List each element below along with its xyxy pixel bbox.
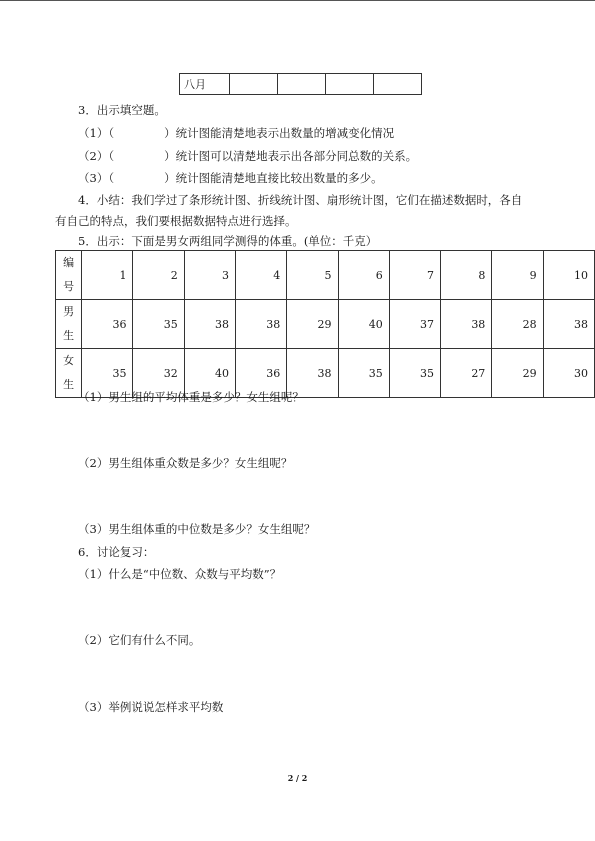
table-cell: 35 [82, 349, 133, 398]
fill-in-prefix: （2）（ [78, 149, 115, 163]
table-row [56, 251, 595, 300]
weight-table [55, 250, 595, 398]
table-cell: 6 [338, 251, 389, 300]
month-table-fragment [179, 73, 422, 95]
section3-title: 3．出示填空题。 [78, 103, 166, 117]
table-row [56, 300, 595, 349]
fill-in-suffix: ）统计图可以清楚地表示出各部分同总数的关系。 [164, 149, 418, 163]
section5-title: 5．出示：下面是男女两组同学测得的体重。(单位：千克） [78, 234, 378, 248]
table-cell: 32 [133, 349, 184, 398]
fill-in-prefix: （1）（ [78, 126, 115, 140]
table-cell: 35 [389, 349, 440, 398]
table-cell: 5 [287, 251, 338, 300]
table-cell: 30 [543, 349, 594, 398]
summary-line-2: 有自己的特点，我们要根据数据特点进行选择。 [55, 214, 297, 228]
table-row [180, 74, 422, 95]
table-cell: 36 [235, 349, 286, 398]
table-cell: 29 [287, 300, 338, 349]
question-mode: （2）男生组体重众数是多少？女生组呢？ [78, 456, 293, 470]
table-cell: 40 [338, 300, 389, 349]
month-label: 八月 [180, 74, 230, 95]
table-cell: 2 [133, 251, 184, 300]
table-cell: 40 [184, 349, 235, 398]
row-label-number: 编 号 [56, 251, 82, 300]
fill-in-item-3 [78, 171, 383, 185]
section6-title: 6．讨论复习： [78, 545, 155, 559]
table-cell [278, 74, 326, 95]
table-cell: 37 [389, 300, 440, 349]
table-cell: 38 [441, 300, 492, 349]
table-cell: 3 [184, 251, 235, 300]
table-cell: 35 [133, 300, 184, 349]
summary-line-1: 4．小结：我们学过了条形统计图、折线统计图、扇形统计图，它们在描述数据时，各自 [78, 193, 523, 207]
table-cell: 27 [441, 349, 492, 398]
table-cell: 1 [82, 251, 133, 300]
table-cell: 35 [338, 349, 389, 398]
fill-in-suffix: ）统计图能清楚地表示出数量的增减变化情况 [164, 126, 395, 140]
question-average: （1）男生组的平均体重是多少？女生组呢？ [78, 390, 304, 404]
fill-in-item-1 [78, 126, 394, 140]
row-label-boys: 男 生 [56, 300, 82, 349]
table-cell: 8 [441, 251, 492, 300]
fill-in-prefix: （3）（ [78, 171, 115, 185]
table-cell: 29 [492, 349, 543, 398]
fill-in-item-2 [78, 149, 417, 163]
table-cell [326, 74, 374, 95]
discussion-question-2: （2）它们有什么不同。 [78, 633, 201, 647]
table-cell: 38 [235, 300, 286, 349]
table-cell: 7 [389, 251, 440, 300]
table-cell: 38 [287, 349, 338, 398]
table-cell: 10 [543, 251, 594, 300]
table-cell [230, 74, 278, 95]
page-top-rule [0, 0, 595, 1]
fill-in-suffix: ）统计图能清楚地直接比较出数量的多少。 [164, 171, 383, 185]
table-cell: 38 [543, 300, 594, 349]
page-number: 2 / 2 [287, 773, 308, 783]
table-cell: 4 [235, 251, 286, 300]
table-cell: 28 [492, 300, 543, 349]
row-label-girls: 女 生 [56, 349, 82, 398]
question-median: （3）男生组体重的中位数是多少？女生组呢？ [78, 522, 316, 536]
table-cell [374, 74, 422, 95]
discussion-question-1: （1）什么是“中位数、众数与平均数”？ [78, 567, 282, 581]
table-cell: 38 [184, 300, 235, 349]
table-cell: 36 [82, 300, 133, 349]
discussion-question-3: （3）举例说说怎样求平均数 [78, 700, 224, 714]
table-cell: 9 [492, 251, 543, 300]
